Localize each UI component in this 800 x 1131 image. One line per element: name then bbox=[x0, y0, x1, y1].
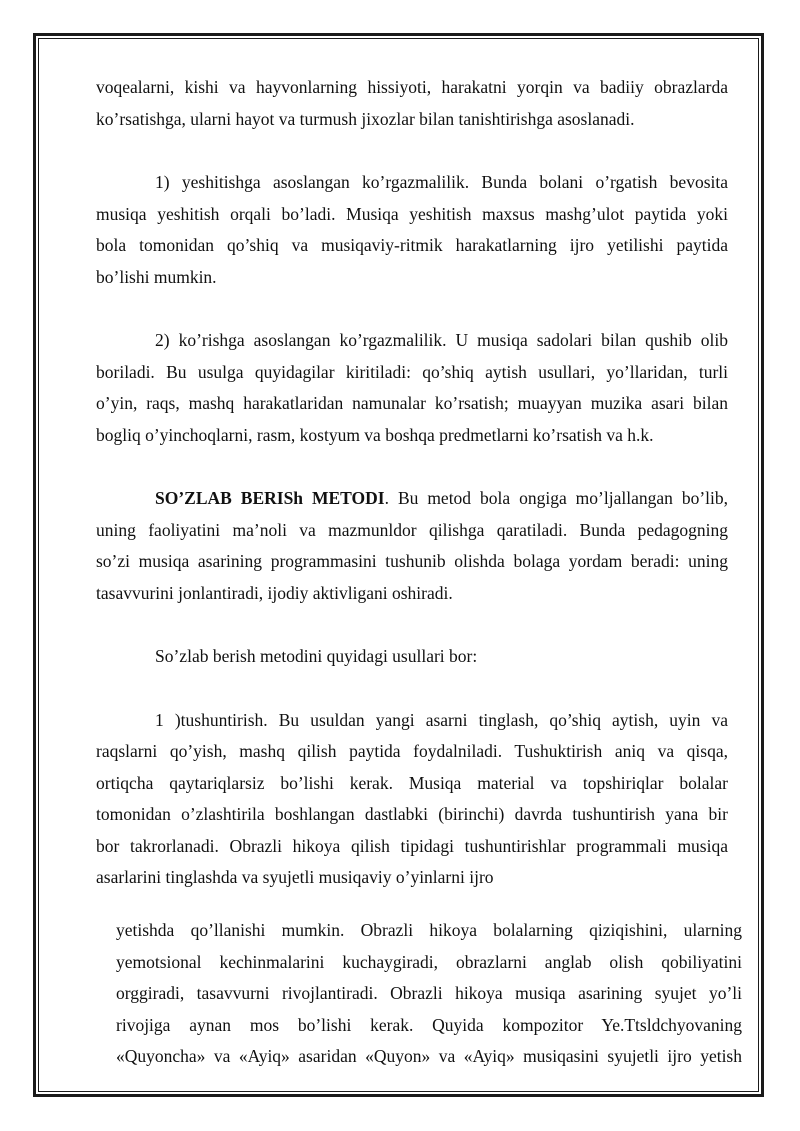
text-line: boriladi. Bu usulga quyidagilar kiritiladi: qo’shiq aytish usullari, yo’llaridan, turli bbox=[96, 361, 728, 382]
text-line: 1 )tushuntirish. Bu usuldan yangi asarni tinglash, qo’shiq aytish, uyin va bbox=[155, 709, 728, 730]
method-heading-line bbox=[96, 483, 728, 515]
text-line: orggiradi, tasavvurni rivojlantiradi. Obrazli hikoya musiqa asarining syujet yo’li bbox=[116, 983, 742, 1003]
text-line: ortiqcha qaytariqlarsiz bo’lishi kerak. Musiqa material va topshiriqlar bolalar bbox=[96, 772, 728, 793]
text-line: o’yin, raqs, mashq harakatlaridan namunalar ko’rsatish; muayyan muzika asari bilan bbox=[96, 393, 728, 413]
text-line: «Quyoncha» va «Ayiq» asaridan «Quyon» va «Ayiq» musiqasini syujetli ijro yetish bbox=[116, 1046, 742, 1066]
method-heading: SO’ZLAB BERISh METODI bbox=[155, 488, 385, 508]
document-body-continued bbox=[116, 915, 742, 1073]
text-line: voqealarni, kishi va hayvonlarning hissiyoti, harakatni yorqin va badiiy obrazlarda bbox=[96, 77, 728, 97]
text-line: bor takrorlanadi. Obrazli hikoya qilish tipidagi tushuntirishlar programmali musiqa bbox=[96, 835, 728, 856]
text-line: so’zi musiqa asarining programmasini tushunib olishda bolaga yordam beradi: uning bbox=[96, 551, 728, 571]
text-fragment: . Bu metod bola ongiga mo’ljallangan bo’lib, bbox=[384, 488, 728, 508]
text-line: raqslarni qo’yish, mashq qilish paytida foydalniladi. Tushuktirish aniq va qisqa, bbox=[96, 741, 728, 761]
text-line: bo’lishi mumkin. bbox=[96, 266, 217, 287]
text-line: rivojiga aynan mos bo’lishi kerak. Quyida kompozitor Ye.Ttsldchyovaning bbox=[116, 1014, 742, 1035]
text-line: bogliq o’yinchoqlarni, rasm, kostyum va boshqa predmetlarni ko’rsatish va h.k. bbox=[96, 424, 654, 445]
text-line: uning faoliyatini ma’noli va mazmunldor qilishga qaratiladi. Bunda pedagogning bbox=[96, 519, 728, 540]
text-line: yetishda qo’llanishi mumkin. Obrazli hikoya bolalarning qiziqishini, ularning bbox=[116, 920, 742, 940]
text-line: 2) ko’rishga asoslangan ko’rgazmalilik. U musiqa sadolari bilan qushib olib bbox=[155, 330, 728, 350]
text-line: tasavvurini jonlantiradi, ijodiy aktivligani oshiradi. bbox=[96, 582, 453, 603]
text-line: 1) yeshitishga asoslangan ko’rgazmalilik. Bunda bolani o’rgatish bevosita bbox=[155, 172, 728, 192]
text-line: yemotsional kechinmalarini kuchaygiradi, obrazlarni anglab olish qobiliyatini bbox=[116, 951, 742, 972]
text-line: asarlarini tinglashda va syujetli musiqaviy o’yinlarni ijro bbox=[96, 867, 494, 887]
text-line: bola tomonidan qo’shiq va musiqaviy-ritmik harakatlarning ijro yetilishi paytida bbox=[96, 235, 728, 255]
text-line: tomonidan o’zlashtirila boshlangan dastlabki (birinchi) davrda tushuntirish yana bir bbox=[96, 804, 728, 824]
text-line: musiqa yeshitish orqali bo’ladi. Musiqa yeshitish maxsus mashg’ulot paytida yoki bbox=[96, 203, 728, 224]
text-line: ko’rsatishga, ularni hayot va turmush jixozlar bilan tanishtirishga asoslanadi. bbox=[96, 108, 635, 129]
document-body bbox=[96, 72, 728, 894]
text-line: So’zlab berish metodini quyidagi usullari bor: bbox=[155, 646, 478, 666]
